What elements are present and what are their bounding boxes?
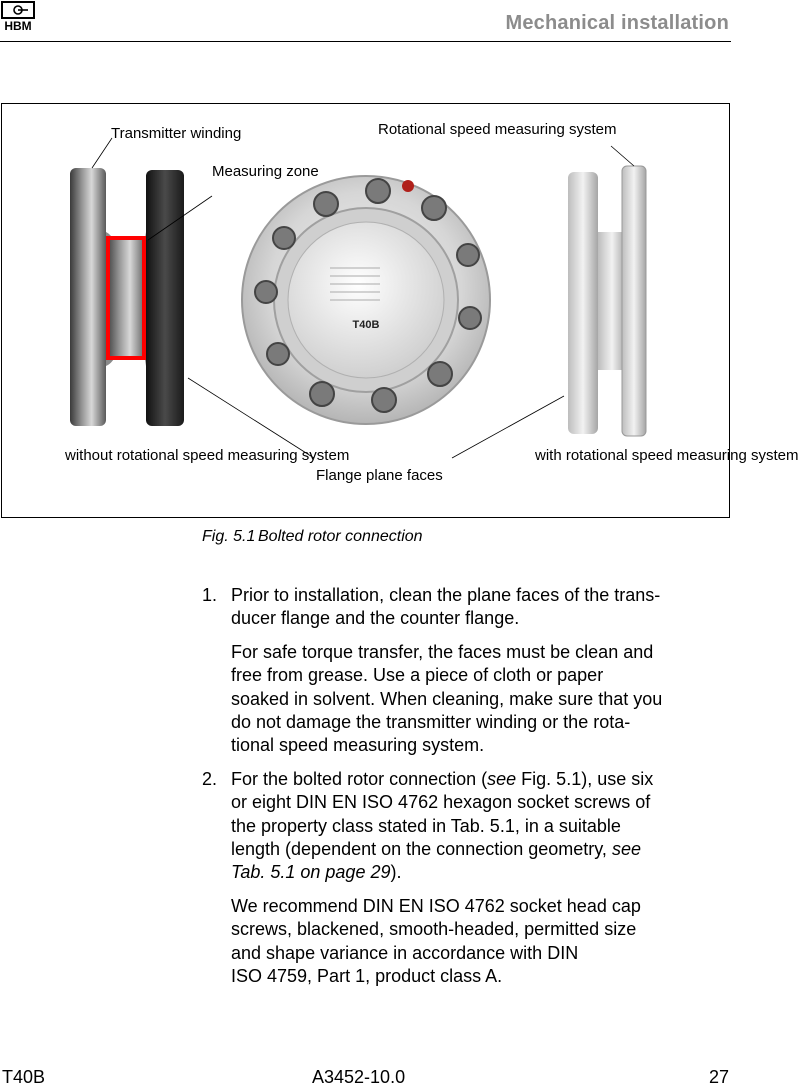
list-item (202, 584, 730, 758)
caption-number: Fig. 5.1 (202, 528, 256, 545)
flange-with-speed-system (568, 166, 646, 436)
list-item (202, 768, 730, 989)
step-number: 1. (202, 585, 218, 605)
logo-text: HBM (4, 19, 32, 33)
label-measuring-zone: Measuring zone (212, 163, 319, 180)
label-without-speed-system: without rotational speed measuring system (65, 447, 350, 464)
figure-caption (202, 528, 423, 546)
label-flange-plane-faces: Flange plane faces (316, 467, 443, 484)
footer-product: T40B (2, 1067, 46, 1087)
footer-doc-number: A3452-10.0 (312, 1067, 406, 1087)
flange-face-view (242, 176, 490, 424)
step-paragraph: For the bolted rotor connection (see Fig. 5.1), use six or eight DIN EN ISO 4762 hexagon socket screws of the property class stated in Tab. 5.1, in a suitable length (dependent on the connection geometry, see Tab. 5.1 on page 29). (231, 768, 654, 883)
nameplate-model: T40B (352, 319, 380, 331)
step-paragraph: Prior to installation, clean the plane faces of the trans- ducer flange and the counter flange. (231, 585, 661, 629)
step-paragraph: For safe torque transfer, the faces must be clean and free from grease. Use a piece of cloth or paper soaked in solvent. When cleaning, make sure that you do not damage the transmitter winding or the rota- tional speed measuring system. (231, 641, 663, 756)
caption-text: Bolted rotor connection (258, 528, 423, 545)
label-with-speed-system: with rotational speed measuring system (535, 447, 799, 464)
step-paragraph: We recommend DIN EN ISO 4762 socket head cap screws, blackened, smooth-headed, permitted size and shape variance in accordance with DIN ISO 4759, Part 1, product class A. (231, 895, 641, 987)
footer-page-number: 27 (708, 1067, 729, 1087)
section-title: Mechanical installation (505, 12, 729, 34)
flange-without-speed-system (70, 168, 184, 426)
label-transmitter-winding: Transmitter winding (111, 125, 242, 142)
installation-steps (202, 584, 730, 999)
step-number: 2. (202, 768, 218, 789)
label-rotational-speed-system: Rotational speed measuring system (378, 121, 617, 138)
